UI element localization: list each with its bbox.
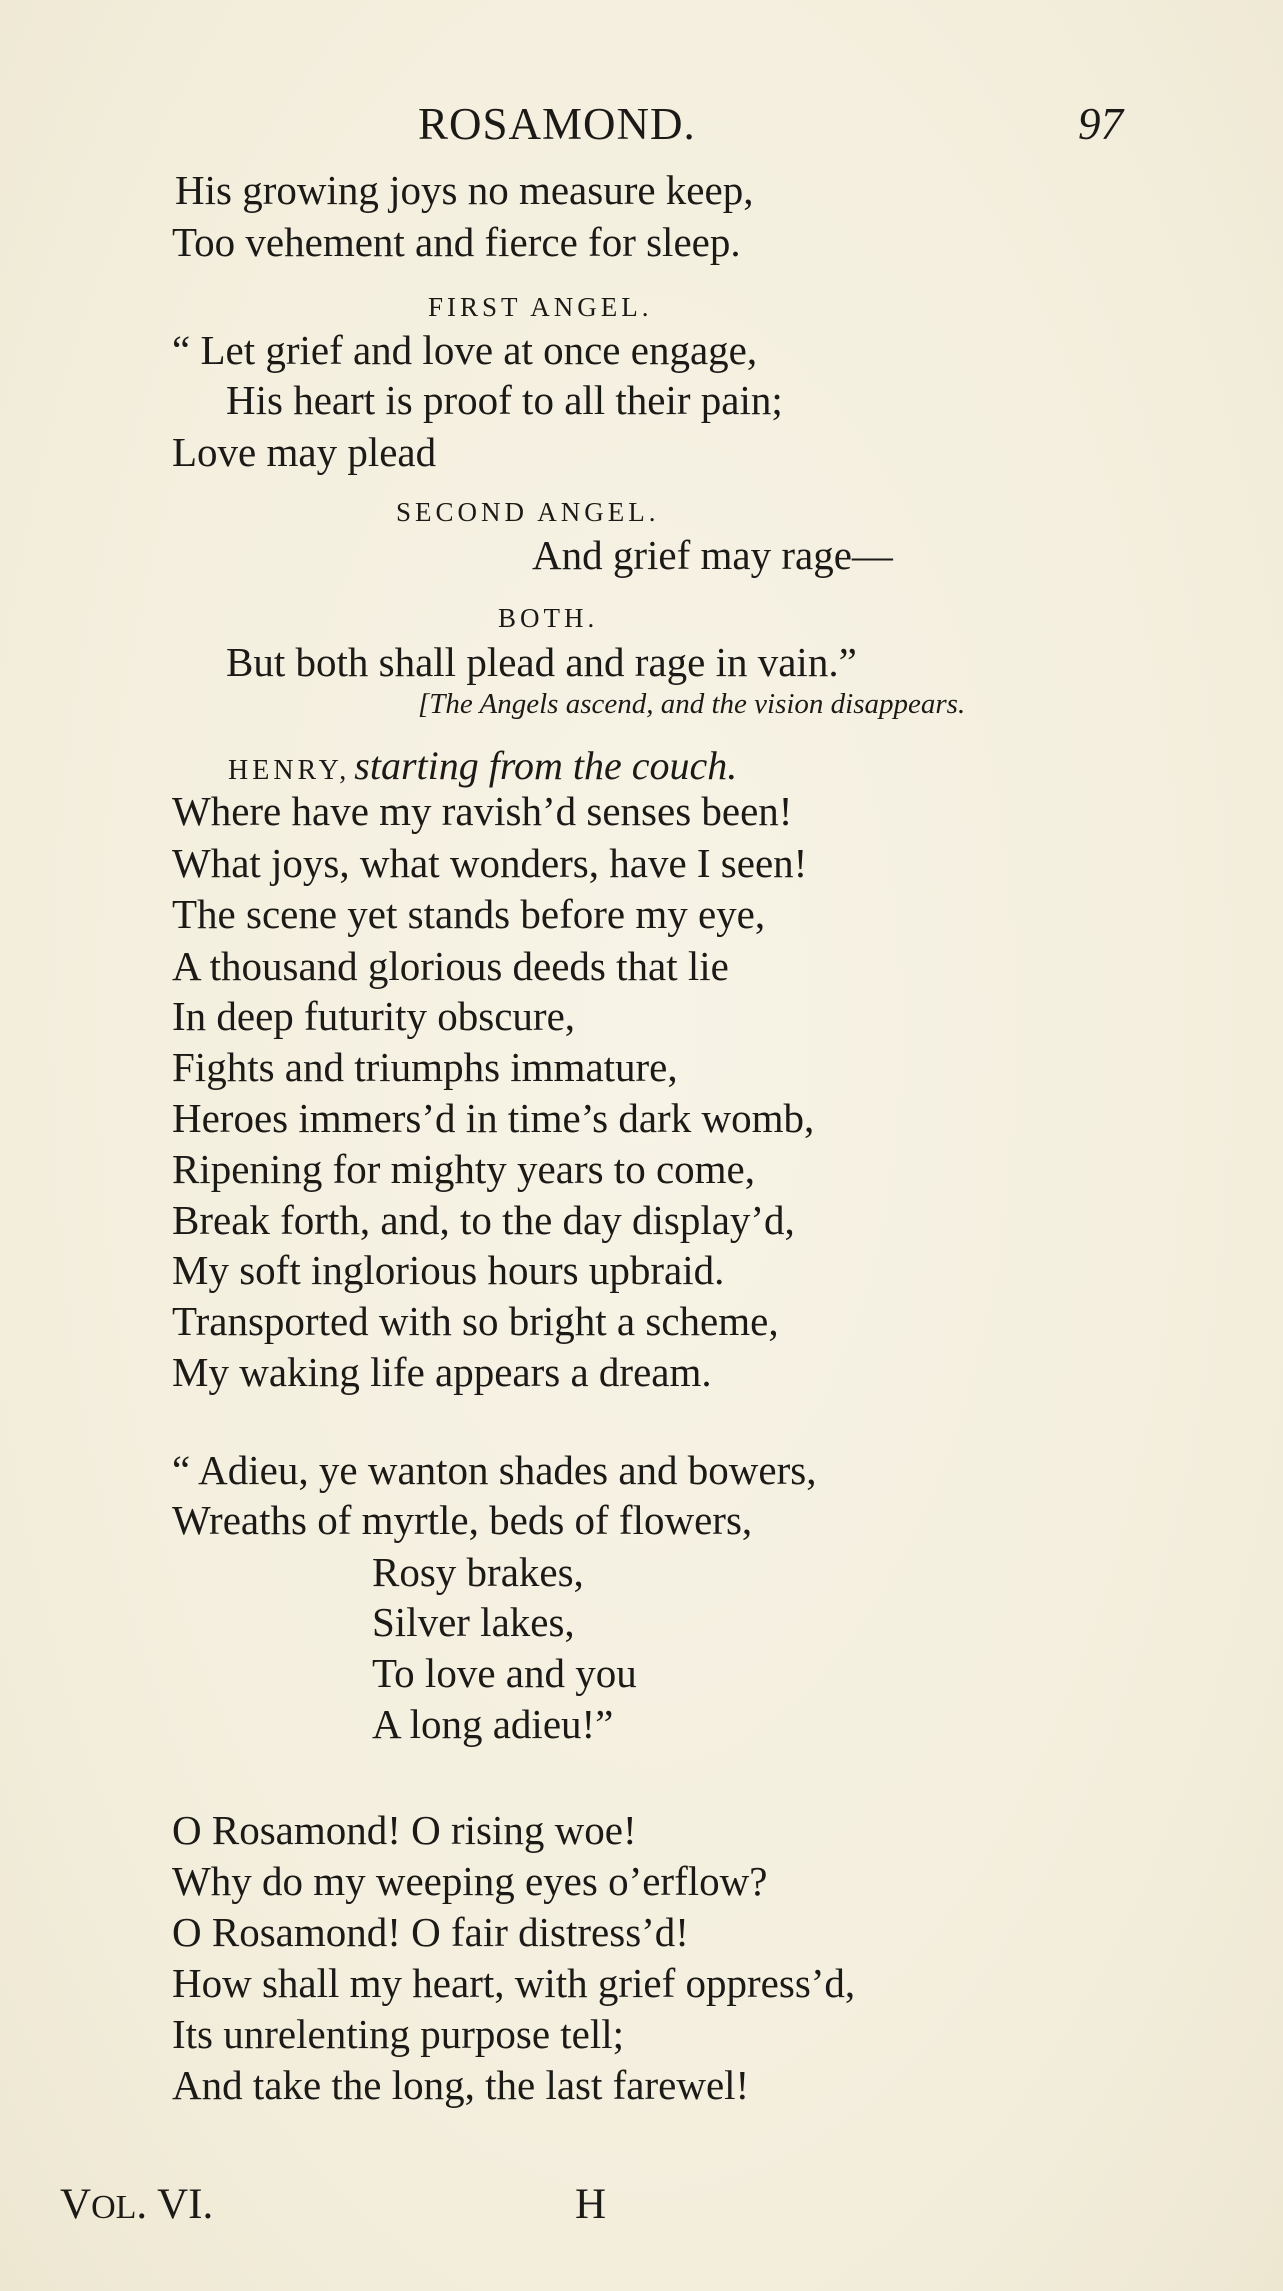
verse-line: The scene yet stands before my eye, [172, 891, 766, 937]
verse-line: Wreaths of myrtle, beds of flowers, [172, 1497, 753, 1543]
verse-line: Break forth, and, to the day display’d, [172, 1197, 795, 1243]
verse-line: And take the long, the last farewel! [172, 2062, 750, 2108]
verse-line: Ripening for mighty years to come, [172, 1146, 755, 1192]
speaker-label: FIRST ANGEL. [428, 292, 653, 322]
verse-line: Rosy brakes, [372, 1549, 584, 1595]
verse-line: And grief may rage— [532, 532, 893, 578]
verse-line: In deep futurity obscure, [172, 993, 576, 1039]
verse-line: O Rosamond! O fair distress’d! [172, 1909, 689, 1955]
verse-line: Heroes immers’d in time’s dark womb, [172, 1095, 815, 1141]
verse-line: How shall my heart, with grief oppress’d, [172, 1960, 856, 2006]
speaker-heading-henry [228, 742, 737, 789]
verse-line: O Rosamond! O rising woe! [172, 1807, 637, 1853]
speaker-action: starting from the couch. [354, 743, 738, 788]
speaker-label: SECOND ANGEL. [396, 497, 660, 527]
verse-line: Why do my weeping eyes o’erflow? [172, 1858, 768, 1904]
volume-marker [60, 2180, 213, 2229]
verse-line: My waking life appears a dream. [172, 1349, 712, 1395]
verse-line: Silver lakes, [372, 1599, 575, 1645]
verse-line: Too vehement and fierce for sleep. [172, 219, 741, 265]
volume-number: . VI. [136, 2181, 214, 2228]
volume-ol: OL [91, 2189, 137, 2226]
verse-line: Transported with so bright a scheme, [172, 1298, 779, 1344]
verse-line: A thousand glorious deeds that lie [172, 943, 729, 989]
verse-line: His growing joys no measure keep, [175, 167, 754, 213]
verse-line: To love and you [372, 1650, 637, 1696]
speaker-label: BOTH. [498, 603, 599, 633]
verse-line: His heart is proof to all their pain; [226, 377, 783, 423]
verse-line: Where have my ravish’d senses been! [172, 788, 793, 834]
running-title: ROSAMOND. [418, 99, 696, 149]
signature-mark: H [575, 2181, 607, 2228]
verse-line: “ Let grief and love at once engage, [172, 327, 758, 373]
stage-direction: [The Angels ascend, and the vision disappears. [418, 688, 966, 720]
verse-line: What joys, what wonders, have I seen! [172, 840, 808, 886]
verse-line: My soft inglorious hours upbraid. [172, 1247, 725, 1293]
verse-line: But both shall plead and rage in vain.” [226, 639, 857, 685]
verse-line: Fights and triumphs immature, [172, 1044, 678, 1090]
verse-line: Love may plead [172, 429, 437, 475]
speaker-name: HENRY, [228, 755, 351, 786]
verse-line: A long adieu!” [372, 1701, 614, 1747]
volume-v: V [60, 2181, 92, 2228]
verse-line: Its unrelenting purpose tell; [172, 2011, 625, 2057]
page-number: 97 [1078, 99, 1123, 149]
verse-line: “ Adieu, ye wanton shades and bowers, [172, 1447, 817, 1493]
